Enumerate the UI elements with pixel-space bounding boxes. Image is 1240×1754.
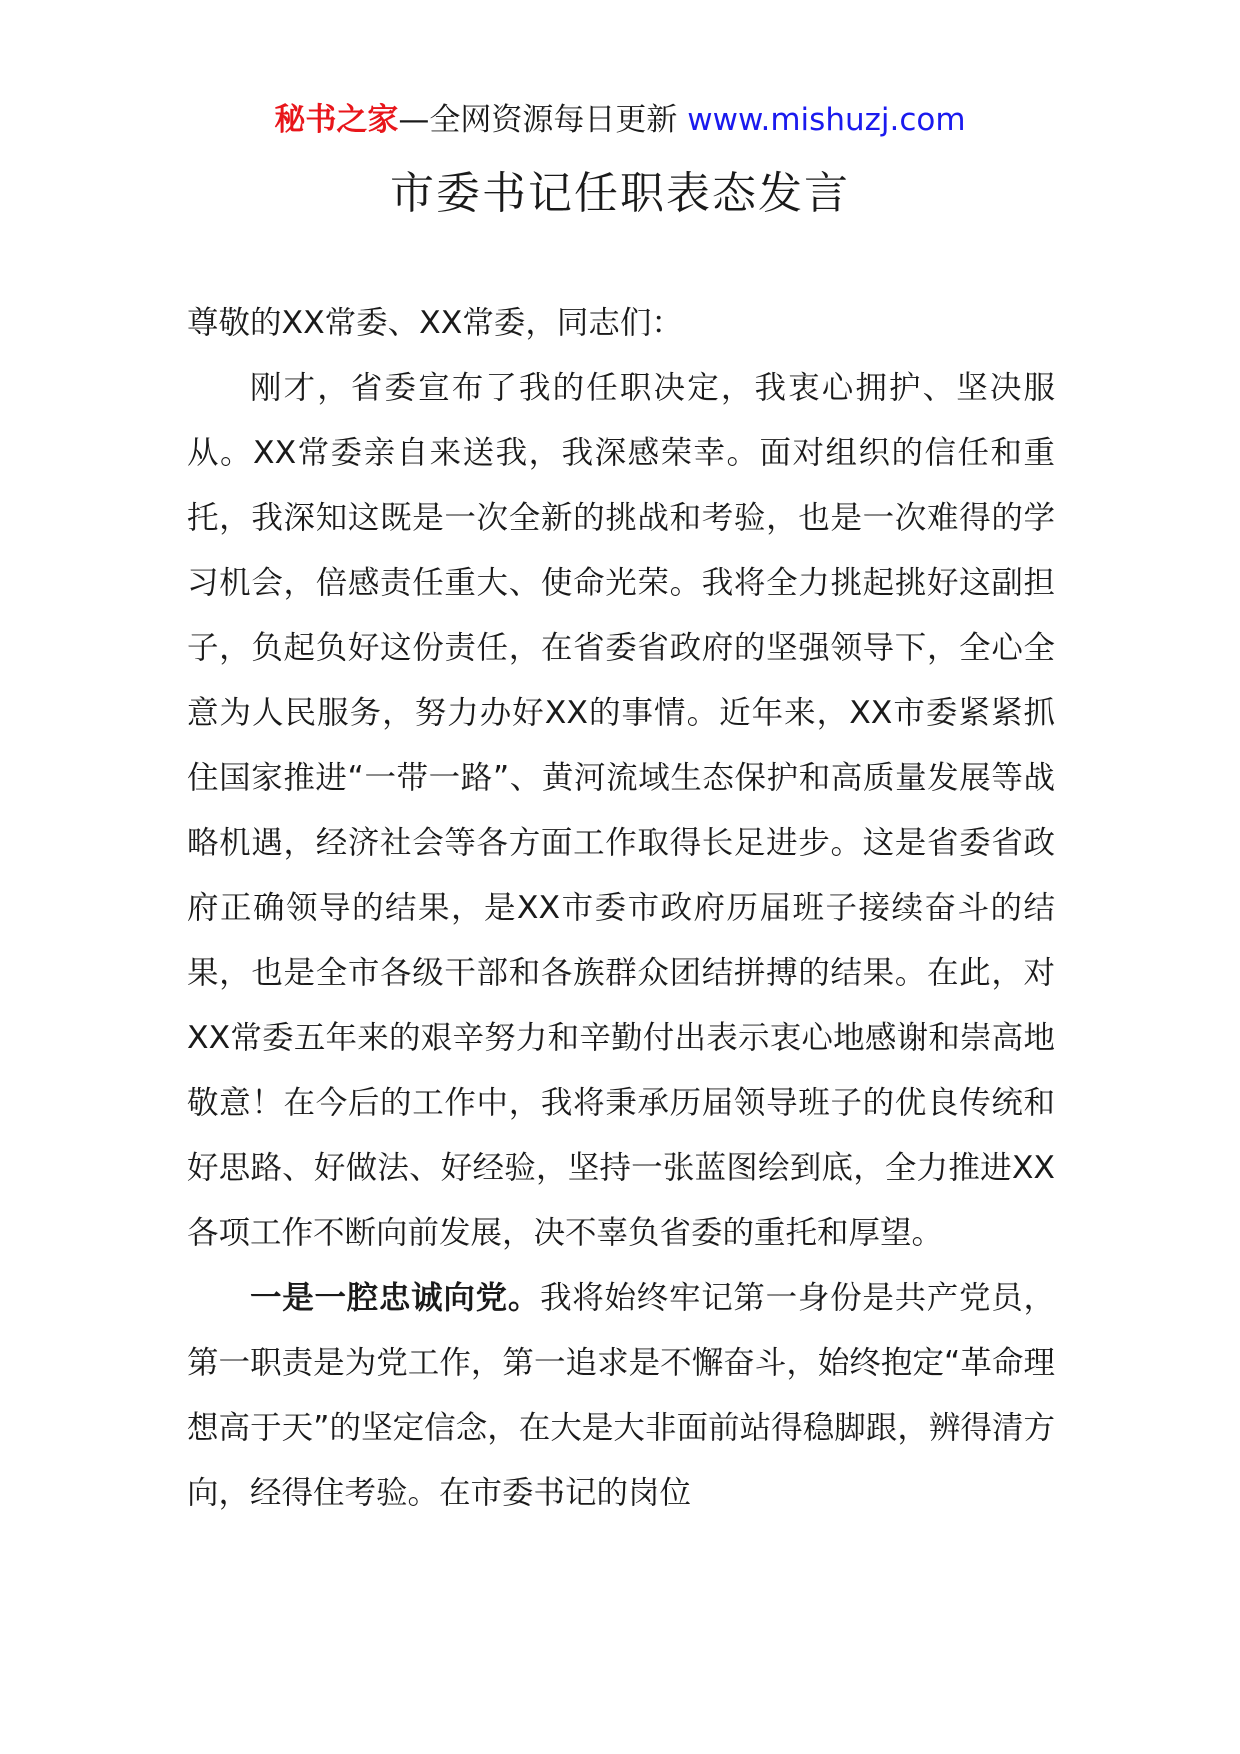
point-one-text: 我将始终牢记第一身份是共产党员，第一职责是为党工作，第一追求是不懈奋斗，始终抱定“革命理想高于天”的坚定信念，在大是大非面前站得稳脚跟，辨得清方向，经得住考验。在市委书记的岗位 [187, 1280, 1055, 1511]
point-one-heading: 一是一腔忠诚向党。 [250, 1280, 541, 1316]
site-slogan: —全网资源每日更新 [398, 102, 688, 138]
site-brand: 秘书之家 [274, 102, 399, 138]
site-header [0, 100, 1240, 140]
site-url-link[interactable]: www.mishuzj.com [687, 102, 966, 138]
paragraph-point-one [187, 1266, 1055, 1526]
document-body [187, 291, 1055, 1526]
document-title: 市委书记任职表态发言 [390, 168, 850, 219]
salutation: 尊敬的XX常委、XX常委，同志们： [187, 305, 683, 341]
paragraph-intro: 刚才，省委宣布了我的任职决定，我衷心拥护、坚决服从。XX常委亲自来送我，我深感荣幸。面对组织的信任和重托，我深知这既是一次全新的挑战和考验，也是一次难得的学习机会，倍感责任重大、使命光荣。我将全力挑起挑好这副担子，负起负好这份责任，在省委省政府的坚强领导下，全心全意为人民服务，努力办好XX的事情。近年来，XX市委紧紧抓住国家推进“一带一路”、黄河流域生态保护和高质量发展等战略机遇，经济社会等各方面工作取得长足进步。这是省委省政府正确领导的结果，是XX市委市政府历届班子接续奋斗的结果，也是全市各级干部和各族群众团结拼搏的结果。在此，对XX常委五年来的艰辛努力和辛勤付出表示衷心地感谢和崇高地敬意！在今后的工作中，我将秉承历届领导班子的优良传统和好思路、好做法、好经验，坚持一张蓝图绘到底，全力推进XX各项工作不断向前发展，决不辜负省委的重托和厚望。 [187, 370, 1055, 1251]
